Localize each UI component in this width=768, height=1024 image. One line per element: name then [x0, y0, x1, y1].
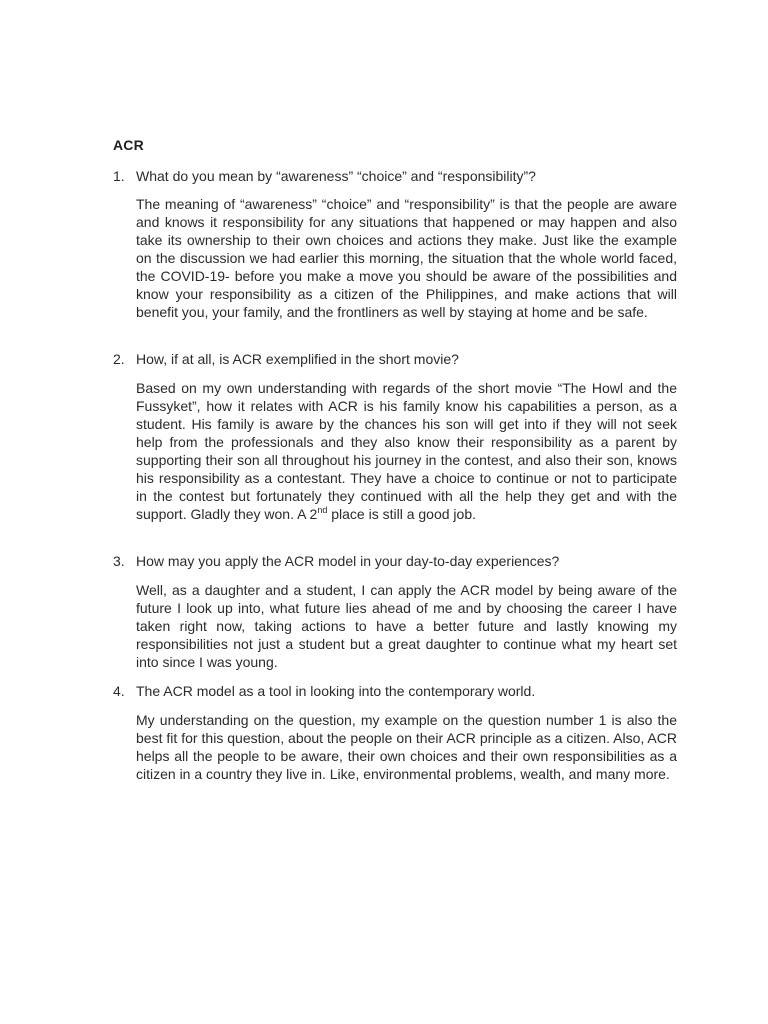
- question-number: 4.: [113, 683, 125, 699]
- answer-text: Based on my own understanding with regards of the short movie “The Howl and the Fussyket”, how it relates with ACR is his family know his capabilities a person, as a student. His family is aware by the chances his son will get into if they will not seek help from the professionals and they also know their responsibility as a parent by supporting their son all throughout his journey in the contest, and also their son, knows his responsibility as a contestant. They have a choice to continue or not to participate in the contest but fortunately they continued with all the help they get and with the support. Gladly they won. A 2: [136, 380, 677, 522]
- question-number: 1.: [113, 168, 125, 184]
- answer-4: My understanding on the question, my example on the question number 1 is also the best fit for this question, about the people on their ACR principle as a citizen. Also, ACR helps all the people to be aware, their own choices and their own responsibilities as a citizen in a country they live in. Like, environmental problems, wealth, and many more.: [136, 712, 677, 782]
- question-number: 3.: [113, 553, 125, 569]
- question-1: [113, 167, 683, 185]
- question-text: What do you mean by “awareness” “choice” and “responsibility”?: [136, 168, 536, 184]
- question-text: How may you apply the ACR model in your day-to-day experiences?: [136, 553, 560, 569]
- question-4: [113, 682, 683, 700]
- question-number: 2.: [113, 351, 125, 367]
- answer-text-end: place is still a good job.: [327, 506, 476, 522]
- question-text: How, if at all, is ACR exemplified in the short movie?: [136, 351, 459, 367]
- answer-2: [136, 379, 677, 523]
- answer-1: The meaning of “awareness” “choice” and “responsibility” is that the people are aware and knows it responsibility for any situations that happened or may happen and also take its ownership to their own choices and actions they make. Just like the example on the discussion we had earlier this morning, the situation that the whole world faced, the COVID-19- before you make a move you should be aware of the possibilities and know your responsibility as a citizen of the Philippines, and make actions that will benefit you, your family, and the frontliners as well by staying at home and be safe.: [136, 196, 677, 320]
- question-text: The ACR model as a tool in looking into the contemporary world.: [136, 683, 536, 699]
- question-2: [113, 350, 683, 368]
- ordinal-suffix: nd: [317, 505, 328, 515]
- answer-3: Well, as a daughter and a student, I can apply the ACR model by being aware of the future I look up into, what future lies ahead of me and by choosing the career I have taken right now, taking actions to have a better future and lastly knowing my responsibilities not just a student but a great daughter to continue what my heart set into since I was young.: [136, 582, 677, 670]
- document-title: ACR: [113, 137, 144, 153]
- question-3: [113, 552, 683, 570]
